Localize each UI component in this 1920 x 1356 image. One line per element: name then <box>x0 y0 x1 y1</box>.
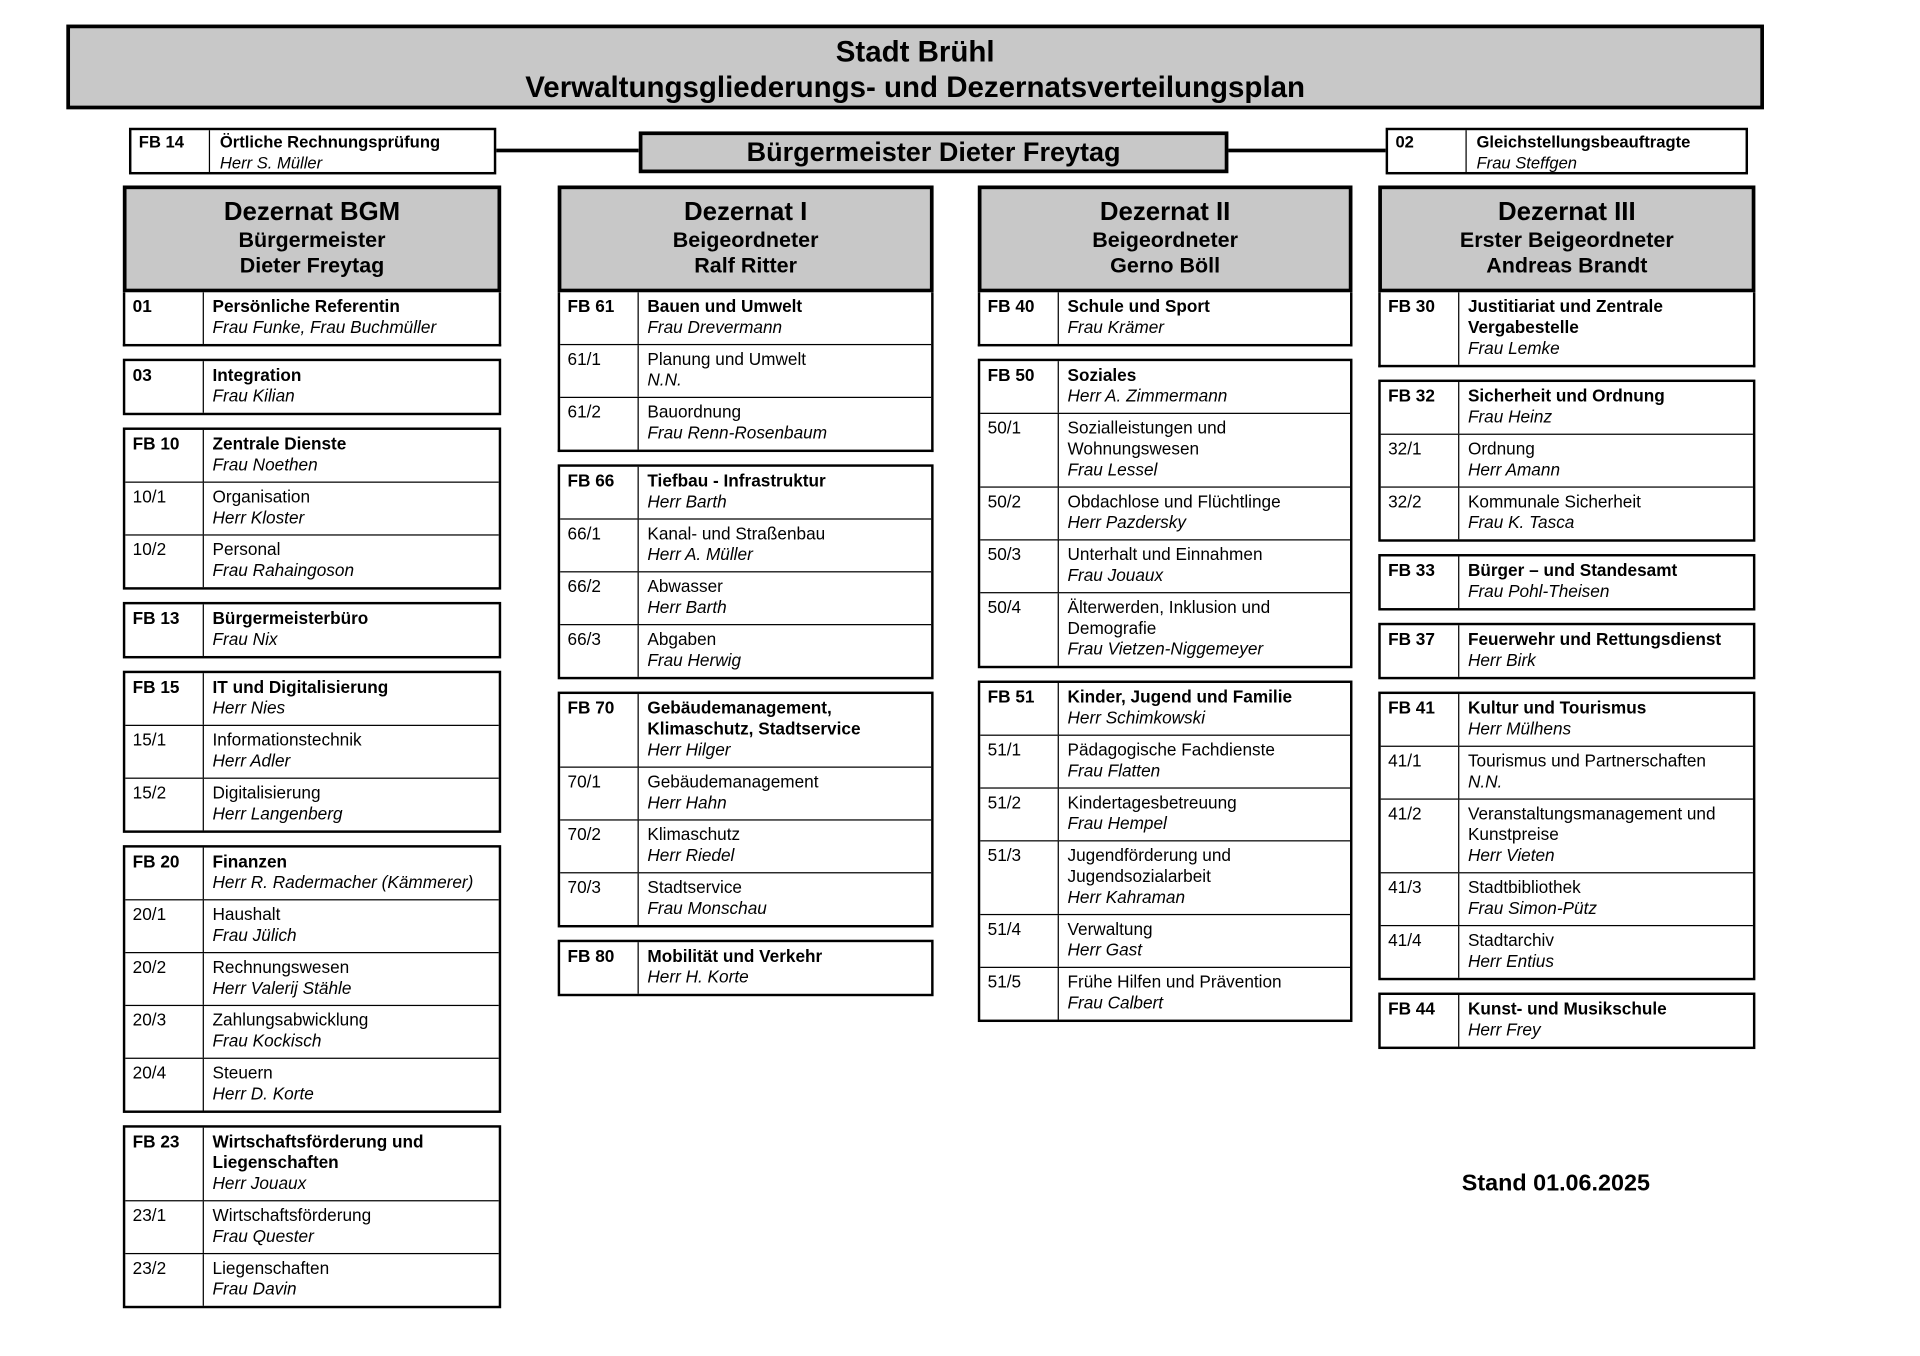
unit-person: Herr Kloster <box>212 507 305 527</box>
mayor-box: Bürgermeister Dieter Freytag <box>639 131 1229 173</box>
unit-code: 61/1 <box>560 345 639 397</box>
unit-code: 20/2 <box>125 953 204 1005</box>
dezernat-column <box>978 185 1353 1022</box>
unit-person: Herr Barth <box>647 491 727 512</box>
dezernat-role: Beigeordneter <box>1092 227 1238 252</box>
unit-code: 50/3 <box>980 540 1059 592</box>
unit-row <box>560 767 931 820</box>
unit-row <box>125 1200 498 1253</box>
unit-row <box>980 735 1350 788</box>
title-city: Stadt Brühl <box>835 35 995 69</box>
unit-row <box>560 819 931 872</box>
connector-line-left <box>496 149 638 153</box>
unit-code: FB 40 <box>980 292 1059 344</box>
unit-code: 61/2 <box>560 398 639 450</box>
unit-person: Herr Frey <box>1467 1019 1541 1040</box>
unit-row <box>560 624 931 677</box>
unit-code: 50/4 <box>980 593 1059 665</box>
unit-name: Gebäudemanagement, Klimaschutz, Stadtservice <box>647 697 861 739</box>
unit-code: 51/5 <box>980 968 1059 1020</box>
dezernat-column <box>123 185 501 1308</box>
department-box <box>978 292 1353 346</box>
unit-code: FB 50 <box>980 361 1059 413</box>
unit-name: Steuern <box>212 1062 273 1083</box>
unit-code: FB 15 <box>125 673 204 725</box>
unit-name: Feuerwehr und Rettungsdienst <box>1467 628 1722 649</box>
dezernat-title: Dezernat III <box>1497 197 1636 227</box>
unit-row <box>125 899 498 952</box>
unit-code: 20/3 <box>125 1006 204 1058</box>
unit-code: FB 44 <box>1381 995 1460 1047</box>
unit-code: 70/1 <box>560 768 639 820</box>
unit-code: 66/2 <box>560 572 639 624</box>
unit-person: Herr A. Zimmermann <box>1067 385 1228 406</box>
unit-name: Haushalt <box>212 904 281 924</box>
unit-code: 10/1 <box>125 483 204 535</box>
department-box <box>558 464 934 679</box>
unit-name: Bürgermeisterbüro <box>212 608 369 628</box>
unit-name: Klimaschutz <box>647 824 741 844</box>
unit-name: Kinder, Jugend und Familie <box>1067 686 1293 707</box>
department-row <box>1381 995 1753 1047</box>
unit-name: Soziales <box>1067 364 1137 385</box>
department-row <box>1381 382 1753 434</box>
connector-line-right <box>1228 149 1385 153</box>
side-left-name: Örtliche Rechnungsprüfung <box>219 132 441 152</box>
unit-code: FB 51 <box>980 683 1059 735</box>
unit-row <box>980 486 1350 539</box>
unit-person: Herr A. Müller <box>647 544 753 564</box>
dezernat-column <box>1378 185 1755 1049</box>
unit-name: Bürger – und Standesamt <box>1467 560 1678 580</box>
side-right-name: Gleichstellungsbeauftragte <box>1476 132 1691 152</box>
department-row <box>125 292 498 344</box>
unit-name: Stadtservice <box>647 877 743 897</box>
unit-name: Kultur und Tourismus <box>1467 697 1647 718</box>
dezernat-person: Andreas Brandt <box>1486 253 1648 278</box>
unit-name: Tiefbau - Infrastruktur <box>647 470 826 491</box>
unit-name: Kindertagesbetreuung <box>1067 792 1237 812</box>
dezernat-role: Beigeordneter <box>672 227 819 252</box>
unit-name: Älterwerden, Inklusion und Demografie <box>1067 597 1271 638</box>
unit-row <box>1381 925 1753 978</box>
unit-code: FB 13 <box>125 604 204 656</box>
unit-person: Herr Mülhens <box>1467 718 1572 739</box>
unit-person: Frau Drevermann <box>647 316 783 337</box>
unit-name: Liegenschaften <box>212 1257 330 1278</box>
unit-person: Frau Flatten <box>1067 760 1161 781</box>
unit-person: Herr Adler <box>212 750 291 771</box>
unit-row <box>980 539 1350 592</box>
dezernat-column <box>558 185 934 996</box>
unit-row <box>980 787 1350 840</box>
unit-code: FB 80 <box>560 942 639 994</box>
unit-name: Pädagogische Fachdienste <box>1067 739 1275 760</box>
unit-code: FB 66 <box>560 467 639 519</box>
department-row <box>125 361 498 413</box>
unit-name: Informationstechnik <box>212 729 362 750</box>
unit-name: Zahlungsabwicklung <box>212 1009 369 1030</box>
unit-code: 15/2 <box>125 779 204 831</box>
unit-person: Frau Jouaux <box>1067 565 1164 585</box>
unit-code: 51/1 <box>980 736 1059 788</box>
unit-name: Abgaben <box>647 628 717 649</box>
unit-code: FB 33 <box>1381 556 1460 608</box>
unit-person: Herr H. Korte <box>647 966 749 987</box>
unit-row <box>125 1058 498 1111</box>
unit-person: Herr Langenberg <box>212 803 343 824</box>
department-row <box>125 848 498 900</box>
unit-name: Mobilität und Verkehr <box>647 945 823 966</box>
department-row <box>1381 625 1753 677</box>
unit-person: Herr Kahraman <box>1067 886 1186 907</box>
unit-name: Bauen und Umwelt <box>647 296 803 316</box>
unit-person: Herr Riedel <box>647 845 735 865</box>
department-box <box>123 602 501 659</box>
unit-person: Frau Calbert <box>1067 992 1164 1013</box>
unit-person: Frau Lessel <box>1067 459 1158 480</box>
unit-code: FB 61 <box>560 292 639 344</box>
unit-row <box>560 571 931 624</box>
unit-name: Verwaltung <box>1067 918 1153 939</box>
unit-row <box>125 952 498 1005</box>
unit-name: Kommunale Sicherheit <box>1467 491 1641 512</box>
department-box <box>978 681 1353 1022</box>
department-box <box>123 671 501 833</box>
department-row <box>980 683 1350 735</box>
side-box-02 <box>1386 128 1748 175</box>
unit-person: Herr Barth <box>647 597 727 617</box>
unit-name: Organisation <box>212 486 311 507</box>
unit-code: 41/1 <box>1381 747 1460 799</box>
unit-row <box>125 1005 498 1058</box>
unit-code: 66/1 <box>560 520 639 572</box>
unit-person: Frau Heinz <box>1467 406 1553 427</box>
unit-name: Wirtschaftsförderung <box>212 1205 372 1225</box>
department-row <box>980 361 1350 413</box>
unit-row <box>1381 798 1753 872</box>
unit-code: 66/3 <box>560 625 639 677</box>
unit-name: Veranstaltungsmanagement und Kunstpreise <box>1467 803 1716 844</box>
unit-name: Jugendförderung und Jugendsozialarbeit <box>1067 845 1231 886</box>
unit-code: FB 32 <box>1381 382 1460 434</box>
unit-person: Frau Davin <box>212 1278 297 1299</box>
unit-row <box>125 778 498 831</box>
unit-code: FB 70 <box>560 694 639 766</box>
unit-person: Herr Entius <box>1467 950 1554 971</box>
department-box <box>558 292 934 452</box>
unit-name: Zentrale Dienste <box>212 433 347 454</box>
unit-code: 32/2 <box>1381 488 1460 540</box>
department-box <box>1378 292 1755 367</box>
unit-name: Digitalisierung <box>212 782 321 803</box>
department-box <box>123 1125 501 1308</box>
unit-code: 10/2 <box>125 536 204 588</box>
unit-row <box>1381 486 1753 539</box>
unit-person: Frau Nix <box>212 628 278 649</box>
unit-code: FB 30 <box>1381 292 1460 364</box>
unit-code: 15/1 <box>125 726 204 778</box>
unit-person: Herr Jouaux <box>212 1173 307 1193</box>
dezernat-header <box>558 185 934 292</box>
department-row <box>125 1128 498 1200</box>
department-box <box>1378 993 1755 1050</box>
page-title <box>66 25 1764 110</box>
unit-row <box>560 344 931 397</box>
unit-name: Unterhalt und Einnahmen <box>1067 544 1263 564</box>
unit-person: Frau Kockisch <box>212 1030 322 1051</box>
stand-date: Stand 01.06.2025 <box>1461 1170 1650 1197</box>
unit-person: Herr Nies <box>212 697 286 718</box>
unit-person: Frau Quester <box>212 1225 314 1246</box>
side-right-code: 02 <box>1388 130 1467 172</box>
unit-person: Frau Monschau <box>647 897 767 918</box>
unit-code: 20/4 <box>125 1059 204 1111</box>
side-right-person: Frau Steffgen <box>1476 153 1578 172</box>
unit-name: Personal <box>212 539 281 559</box>
unit-person: N.N. <box>1467 771 1503 792</box>
unit-person: Herr Gast <box>1067 939 1143 960</box>
unit-code: 70/3 <box>560 873 639 925</box>
dezernat-person: Dieter Freytag <box>239 253 385 278</box>
unit-person: Frau Renn-Rosenbaum <box>647 422 828 443</box>
unit-name: Stadtarchiv <box>1467 929 1554 950</box>
unit-person: Herr Hahn <box>647 792 727 812</box>
department-row <box>980 292 1350 344</box>
unit-person: Frau K. Tasca <box>1467 512 1575 532</box>
dezernat-header <box>978 185 1353 292</box>
department-row <box>125 673 498 725</box>
unit-name: IT und Digitalisierung <box>212 676 389 697</box>
unit-person: Frau Funke, Frau Buchmüller <box>212 316 437 337</box>
department-row <box>560 467 931 519</box>
dezernat-title: Dezernat BGM <box>223 197 401 227</box>
unit-person: Herr Vieten <box>1467 845 1555 865</box>
dezernat-role: Erster Beigeordneter <box>1459 227 1674 252</box>
department-row <box>125 430 498 482</box>
title-plan: Verwaltungsgliederungs- und Dezernatsverteilungsplan <box>525 71 1306 105</box>
department-row <box>1381 694 1753 746</box>
unit-name: Integration <box>212 364 302 385</box>
unit-code: 41/4 <box>1381 926 1460 978</box>
unit-name: Abwasser <box>647 576 723 596</box>
unit-person: Frau Vietzen-Niggemeyer <box>1067 638 1264 659</box>
department-box <box>558 692 934 928</box>
unit-row <box>1381 746 1753 799</box>
department-row <box>125 604 498 656</box>
unit-person: Herr R. Radermacher (Kämmerer) <box>212 872 474 892</box>
unit-person: Frau Hempel <box>1067 813 1167 833</box>
department-box <box>558 940 934 997</box>
unit-code: FB 10 <box>125 430 204 482</box>
department-row <box>1381 556 1753 608</box>
unit-person: Frau Pohl-Theisen <box>1467 581 1610 601</box>
unit-name: Frühe Hilfen und Prävention <box>1067 971 1282 992</box>
unit-name: Kanal- und Straßenbau <box>647 523 826 543</box>
unit-name: Finanzen <box>212 851 288 871</box>
unit-name: Wirtschaftsförderung und Liegenschaften <box>212 1131 424 1172</box>
unit-row <box>1381 434 1753 487</box>
unit-code: 51/3 <box>980 841 1059 913</box>
department-box <box>978 359 1353 669</box>
unit-row <box>1381 872 1753 925</box>
unit-name: Kunst- und Musikschule <box>1467 998 1667 1019</box>
department-box <box>123 845 501 1113</box>
unit-name: Tourismus und Partnerschaften <box>1467 750 1706 771</box>
unit-person: N.N. <box>647 369 682 390</box>
dezernat-person: Gerno Böll <box>1110 253 1221 278</box>
unit-name: Rechnungswesen <box>212 956 350 977</box>
unit-row <box>125 482 498 535</box>
unit-name: Persönliche Referentin <box>212 296 400 316</box>
unit-code: 20/1 <box>125 900 204 952</box>
unit-person: Herr D. Korte <box>212 1083 314 1104</box>
unit-code: FB 37 <box>1381 625 1460 677</box>
unit-person: Herr Hilger <box>647 739 731 760</box>
side-left-code: FB 14 <box>131 130 210 172</box>
unit-person: Frau Herwig <box>647 649 742 670</box>
side-left-person: Herr S. Müller <box>219 153 323 172</box>
unit-person: Herr Schimkowski <box>1067 707 1206 728</box>
department-row <box>560 694 931 766</box>
unit-row <box>125 725 498 778</box>
department-row <box>560 942 931 994</box>
unit-row <box>980 967 1350 1020</box>
unit-row <box>560 872 931 925</box>
unit-code: 23/1 <box>125 1201 204 1253</box>
department-box <box>123 427 501 589</box>
unit-name: Stadtbibliothek <box>1467 877 1581 897</box>
unit-person: Herr Valerij Stähle <box>212 977 352 998</box>
unit-name: Justitiariat und Zentrale Vergabestelle <box>1467 296 1663 337</box>
unit-name: Ordnung <box>1467 438 1535 459</box>
unit-code: 41/3 <box>1381 873 1460 925</box>
unit-row <box>560 518 931 571</box>
dezernat-role: Bürgermeister <box>238 227 386 252</box>
department-box <box>123 359 501 416</box>
unit-code: 41/2 <box>1381 800 1460 872</box>
unit-code: 50/2 <box>980 488 1059 540</box>
unit-code: FB 41 <box>1381 694 1460 746</box>
unit-person: Herr Amann <box>1467 459 1561 480</box>
unit-row <box>980 840 1350 914</box>
unit-name: Obdachlose und Flüchtlinge <box>1067 491 1281 512</box>
unit-person: Frau Noethen <box>212 454 318 475</box>
unit-code: 01 <box>125 292 204 344</box>
dezernat-header <box>123 185 501 292</box>
unit-code: 03 <box>125 361 204 413</box>
dezernat-title: Dezernat II <box>1099 197 1231 227</box>
unit-name: Bauordnung <box>647 401 742 422</box>
unit-name: Sicherheit und Ordnung <box>1467 385 1665 406</box>
unit-person: Frau Rahaingoson <box>212 560 355 580</box>
unit-name: Planung und Umwelt <box>647 348 807 369</box>
unit-person: Herr Birk <box>1467 649 1536 670</box>
unit-person: Frau Lemke <box>1467 337 1560 358</box>
unit-code: 51/2 <box>980 789 1059 841</box>
department-box <box>1378 380 1755 542</box>
dezernat-header <box>1378 185 1755 292</box>
unit-code: FB 23 <box>125 1128 204 1200</box>
unit-code: 50/1 <box>980 414 1059 486</box>
unit-row <box>980 413 1350 487</box>
unit-person: Herr Pazdersky <box>1067 512 1186 532</box>
unit-code: 70/2 <box>560 821 639 873</box>
unit-row <box>980 914 1350 967</box>
unit-row <box>125 1253 498 1306</box>
unit-code: 32/1 <box>1381 435 1460 487</box>
unit-person: Frau Kilian <box>212 385 295 406</box>
unit-code: 51/4 <box>980 915 1059 967</box>
unit-row <box>980 592 1350 666</box>
department-box <box>1378 692 1755 981</box>
unit-row <box>125 534 498 587</box>
dezernat-person: Ralf Ritter <box>694 253 798 278</box>
unit-person: Frau Simon-Pütz <box>1467 897 1597 918</box>
unit-code: 23/2 <box>125 1254 204 1306</box>
unit-row <box>560 397 931 450</box>
department-row <box>1381 292 1753 364</box>
department-box <box>123 292 501 346</box>
department-box <box>1378 554 1755 611</box>
unit-person: Frau Krämer <box>1067 316 1165 337</box>
department-row <box>560 292 931 344</box>
unit-name: Sozialleistungen und Wohnungswesen <box>1067 417 1227 459</box>
unit-name: Gebäudemanagement <box>647 771 819 792</box>
unit-name: Schule und Sport <box>1067 296 1210 316</box>
dezernat-title: Dezernat I <box>683 197 808 227</box>
unit-person: Frau Jülich <box>212 924 297 945</box>
department-box <box>1378 623 1755 680</box>
side-box-fb14 <box>129 128 496 175</box>
unit-code: FB 20 <box>125 848 204 900</box>
